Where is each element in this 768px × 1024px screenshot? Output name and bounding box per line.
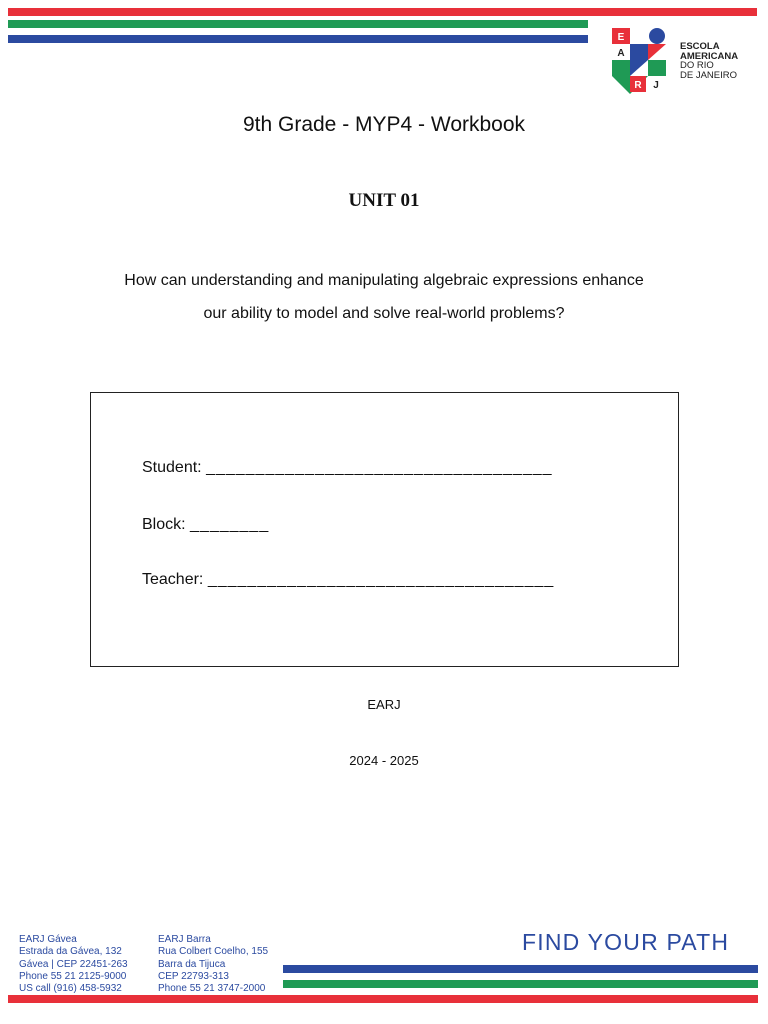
address-line: Gávea | CEP 22451-263 [19,958,128,970]
school-name [680,42,738,80]
guiding-question-line: How can understanding and manipulating algebraic expressions enhance [124,272,644,289]
school-abbrev: EARJ [367,697,401,712]
student-info-box [90,392,679,667]
logo-letter-r: R [634,80,642,91]
student-field[interactable] [142,459,553,477]
earj-logo-icon [612,28,666,94]
student-label: Student: [142,459,202,476]
teacher-field[interactable] [142,571,554,589]
campus-barra-address [158,934,268,995]
footer-stripe-red [8,995,758,1003]
student-blank-line[interactable]: ___________________________________ [206,459,553,476]
logo-letter-a: A [617,48,625,59]
school-name-line: ESCOLA [680,41,720,52]
footer-stripe-green [283,980,758,988]
logo-letter-j: J [653,80,659,91]
footer-stripe-blue [283,965,758,973]
address-line: US call (916) 458-5932 [19,983,122,995]
school-name-line: DE JANEIRO [680,69,738,81]
school-year: 2024 - 2025 [349,753,419,768]
campus-gavea-address [19,934,128,995]
document-title: 9th Grade - MYP4 - Workbook [242,113,526,136]
address-line: Barra da Tijuca [158,958,226,970]
header-stripe-blue [8,35,588,43]
slogan: FIND YOUR PATH [522,929,730,955]
school-name-line: AMERICANA [680,50,739,62]
logo-letter-e: E [617,32,625,43]
address-line: Rua Colbert Coelho, 155 [158,946,269,958]
unit-heading: UNIT 01 [348,190,420,211]
block-field[interactable] [142,516,269,534]
address-line: EARJ Gávea [19,934,77,945]
school-name-line: DO RIO [680,60,714,71]
address-line: Phone 55 21 3747-2000 [158,983,266,995]
guiding-question-line: our ability to model and solve real-world problems? [203,305,565,322]
header-stripe-red [8,8,757,16]
guiding-question [60,264,708,330]
header-stripe-green [8,20,588,28]
block-blank-line[interactable]: ________ [190,516,270,533]
teacher-label: Teacher: [142,571,204,588]
address-line: Estrada da Gávea, 132 [19,946,122,958]
address-line: EARJ Barra [158,934,211,945]
teacher-blank-line[interactable]: ___________________________________ [207,571,555,588]
address-line: Phone 55 21 2125-9000 [19,970,127,982]
address-line: CEP 22793-313 [158,970,229,982]
block-label: Block: [142,516,186,533]
